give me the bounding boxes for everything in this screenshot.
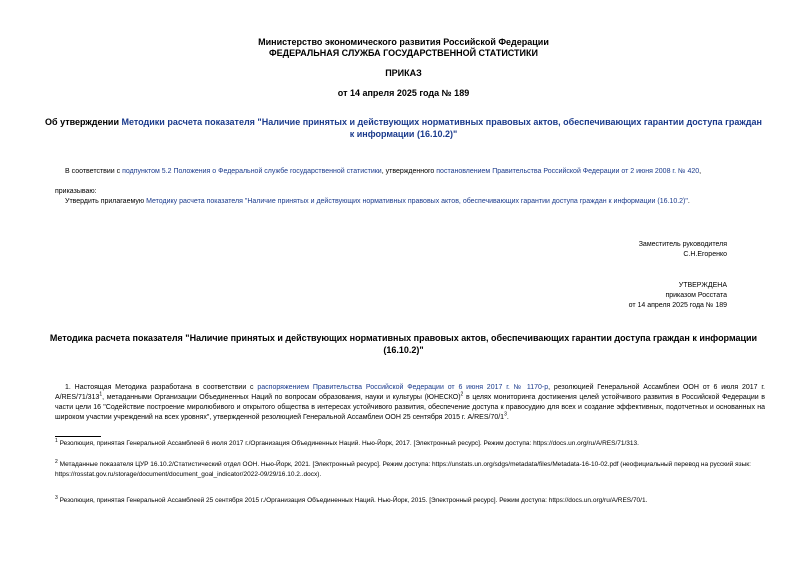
signature-position: Заместитель руководителя bbox=[638, 241, 727, 248]
footnote-2 bbox=[55, 460, 755, 480]
approve-text-2: . bbox=[687, 198, 690, 205]
preamble-text-1: В соответствии с bbox=[65, 168, 123, 175]
order-word: приказываю: bbox=[55, 188, 97, 195]
para1-text-5: . bbox=[506, 414, 509, 421]
footnote-ref-1[interactable]: 1 bbox=[99, 391, 103, 398]
footnote-text-1: Резолюция, принятая Генеральной Ассамблеей 6 июля 2017 г./Организация Объединенных Наций. Нью-Йорк, 2017. [Электронный ресурс]. Режим доступа: https://docs.un.org/ru/A/RES/71/313. bbox=[59, 440, 639, 447]
methodology-title-link[interactable]: Методики расчета показателя "Наличие принятых и действующих нормативных правовых актов, обеспечивающих гарантии доступа граждан к информации (16.10.2)" bbox=[121, 117, 762, 139]
approved-line-2: приказом Росстата bbox=[665, 292, 727, 299]
government-decree-link[interactable]: постановлением Правительства Российской Федерации от 2 июня 2008 г. № 420 bbox=[436, 168, 700, 175]
footnote-ref-2[interactable]: 2 bbox=[460, 391, 464, 398]
approve-text-1: Утвердить прилагаемую bbox=[65, 198, 147, 205]
para1-text-1: 1. Настоящая Методика разработана в соответствии с bbox=[65, 384, 258, 391]
footnote-mark-1: 1 bbox=[55, 437, 58, 444]
footnote-ref-3[interactable]: 3 bbox=[504, 411, 507, 418]
approved-line-3: от 14 апреля 2025 года № 189 bbox=[628, 302, 727, 309]
footnote-text-3: Резолюция, принятая Генеральной Ассамблеей 25 сентября 2015 г./Организация Объединенных Наций. Нью-Йорк, 2015. [Электронный ресурс]. Режим доступа: https://docs.un.org/ru/A/RES/70/1. bbox=[59, 497, 648, 504]
date-number-heading: от 14 апреля 2025 года № 189 bbox=[337, 88, 470, 98]
government-order-link[interactable]: распоряжением Правительства Российской Федерации от 6 июня 2017 г. № 1170-р bbox=[257, 384, 549, 391]
footnote-separator bbox=[55, 436, 101, 437]
footnote-mark-2: 2 bbox=[55, 458, 58, 465]
preamble-text-3: , bbox=[699, 168, 702, 175]
preamble-text-2: , утвержденного bbox=[381, 168, 437, 175]
preamble-paragraph bbox=[65, 167, 765, 177]
para1-text-4: в целях мониторинга достижения целей устойчивого развития в Российской Федерации в части цели 16 "Содействие построение миролюбивого и открытого общества в интересах устойчивого развития, обеспечение доступа к правосудию для всех и создание эффективных, подотчетных и основанных на широком участии учреждений на всех уровнях", утвержденной резолюцией Генеральной Ассамблеи ООН 25 сентября 2015 г. A/RES/70/1 bbox=[55, 394, 766, 421]
footnote-1 bbox=[55, 439, 755, 449]
para1-text-3: , метаданными Организации Объединенных Наций по вопросам образования, науки и культуры (ЮНЕСКО) bbox=[102, 394, 461, 401]
signature-name: С.Н.Егоренко bbox=[683, 251, 727, 258]
footnote-3 bbox=[55, 496, 755, 506]
order-title-prefix: Об утверждении bbox=[45, 117, 122, 127]
regulation-link[interactable]: подпунктом 5.2 Положения о Федеральной службе государственной статистики bbox=[122, 168, 382, 175]
approve-paragraph bbox=[65, 197, 765, 207]
para1-text-2: , резолюцией Генеральной Ассамблеи ООН от 6 июля 2017 г. A/RES/71/313 bbox=[55, 384, 765, 401]
ministry-heading: Министерство экономического развития Российской Федерации bbox=[258, 37, 549, 47]
method-title: Методика расчета показателя "Наличие принятых и действующих нормативных правовых актов, обеспечивающих гарантии доступа граждан к информации (16.10.2)" bbox=[49, 333, 758, 355]
approve-methodology-link[interactable]: Методику расчета показателя "Наличие принятых и действующих нормативных правовых актов, обеспечивающих гарантии доступа граждан к информации (16.10.2)" bbox=[146, 198, 688, 205]
order-title bbox=[45, 116, 762, 140]
paragraph-1 bbox=[55, 383, 765, 423]
footnote-text-2: Метаданные показателя ЦУР 16.10.2/Статистический отдел ООН. Нью-Йорк, 2021. [Электронный ресурс]. Режим доступа: https://unstats.un.org/sdgs/metadata/files/Metadata-16-10-02.pdf (неофициальный перевод на русский язык: https://rosstat.gov.ru/storage/document/document_goal_indicator/2022-09/29/16.10.2..docx). bbox=[55, 461, 751, 478]
footnote-mark-3: 3 bbox=[55, 494, 58, 501]
service-heading: ФЕДЕРАЛЬНАЯ СЛУЖБА ГОСУДАРСТВЕННОЙ СТАТИСТИКИ bbox=[269, 48, 538, 58]
doc-type-heading: ПРИКАЗ bbox=[385, 68, 422, 78]
approved-line-1: УТВЕРЖДЕНА bbox=[678, 282, 727, 289]
